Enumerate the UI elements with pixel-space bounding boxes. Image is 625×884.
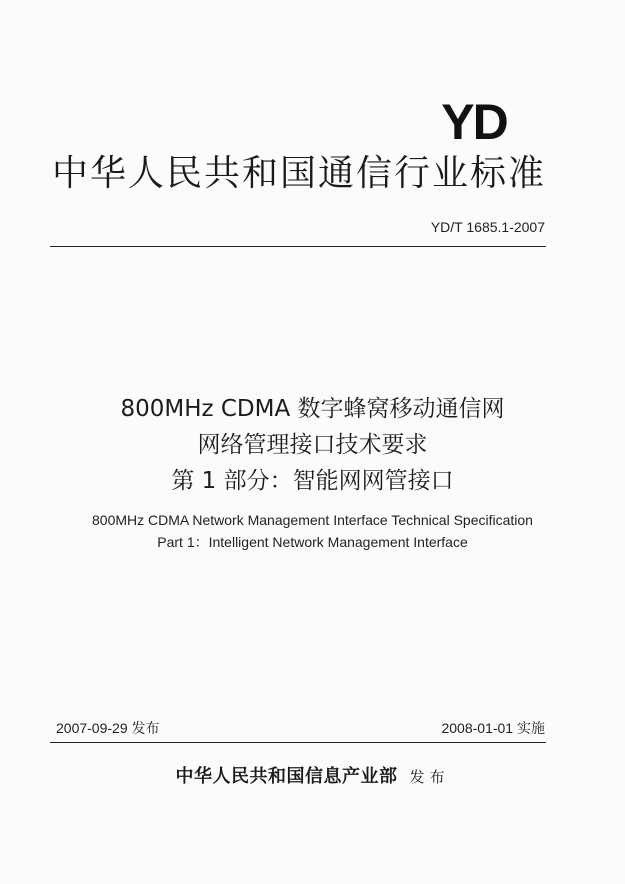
yd-logo: YD [441, 94, 507, 150]
title-en-line-1: 800MHz CDMA Network Management Interface Technical Specification [92, 512, 533, 528]
document-title-cn [0, 391, 625, 499]
title-en-line-2: Part 1：Intelligent Network Management Interface [157, 534, 468, 550]
standard-category-title: 中华人民共和国通信行业标准 [52, 153, 547, 194]
publisher [0, 762, 625, 788]
footer-divider [50, 742, 546, 743]
title-cn-line-2: 网络管理接口技术要求 [197, 432, 428, 458]
publisher-action: 发布 [409, 768, 450, 786]
issue-date: 2007-09-29 发布 [56, 720, 160, 736]
implementation-date: 2008-01-01 实施 [441, 720, 545, 736]
standard-number: YD/T 1685.1-2007 [430, 219, 545, 235]
title-cn-line-1: 800MHz CDMA 数字蜂窝移动通信网 [120, 396, 505, 422]
title-cn-line-3: 第 1 部分：智能网网管接口 [171, 468, 454, 494]
publisher-organization: 中华人民共和国信息产业部 [175, 766, 398, 787]
document-title-en [0, 509, 625, 553]
header-divider [50, 246, 546, 247]
